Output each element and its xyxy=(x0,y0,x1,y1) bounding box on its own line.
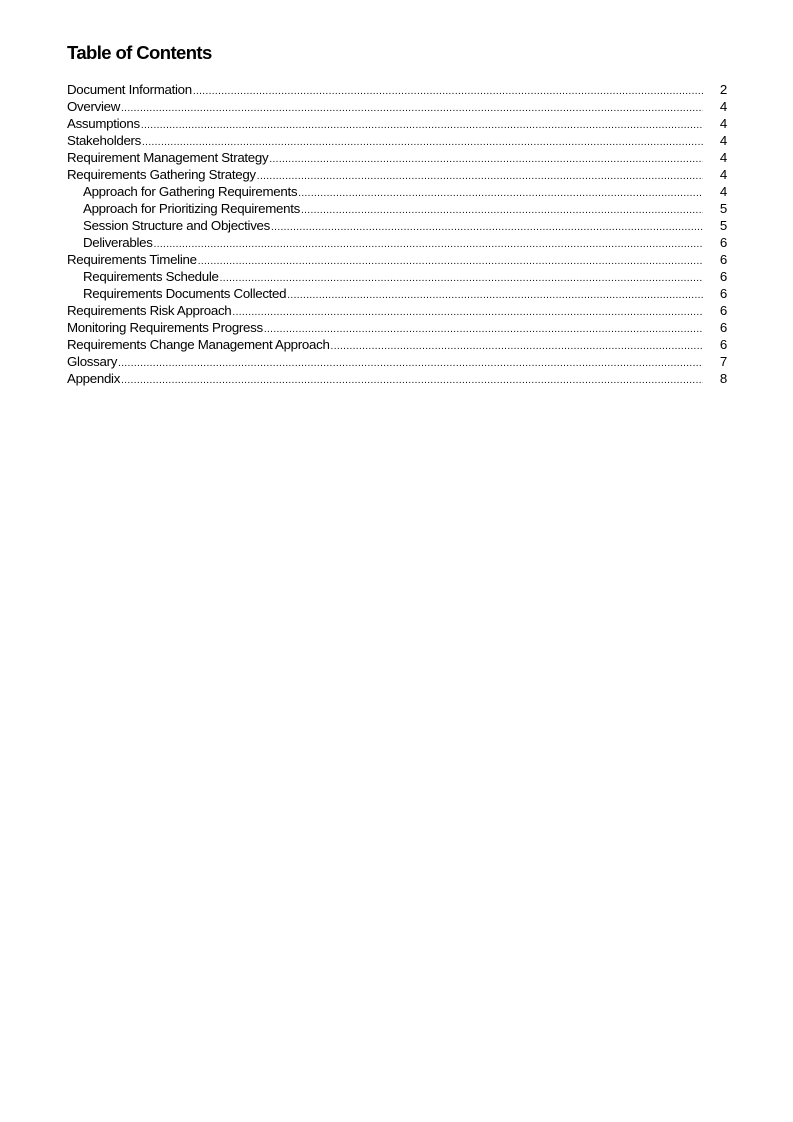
toc-entry[interactable] xyxy=(67,251,727,268)
toc-entry-label: Document Information xyxy=(67,82,192,97)
toc-entry-page: 6 xyxy=(719,320,727,335)
toc-entry[interactable] xyxy=(67,370,727,387)
toc-entry-page: 4 xyxy=(719,99,727,114)
toc-entry-page: 5 xyxy=(719,201,727,216)
toc-entry-label: Requirements Gathering Strategy xyxy=(67,167,256,182)
toc-entry-page: 6 xyxy=(719,337,727,352)
toc-entry-label: Deliverables xyxy=(83,235,153,250)
toc-entry[interactable] xyxy=(67,132,727,149)
toc-entry-page: 4 xyxy=(719,167,727,182)
toc-subentry[interactable] xyxy=(67,234,727,251)
toc-entry-label: Approach for Prioritizing Requirements xyxy=(83,201,300,216)
toc-entry-page: 8 xyxy=(719,371,727,386)
toc-entry[interactable] xyxy=(67,98,727,115)
toc-entry-page: 2 xyxy=(719,82,727,97)
toc-entry[interactable] xyxy=(67,115,727,132)
toc-entry-label: Requirements Change Management Approach xyxy=(67,337,330,352)
toc-entry-page: 7 xyxy=(719,354,727,369)
toc-entry[interactable] xyxy=(67,166,727,183)
toc-entry[interactable] xyxy=(67,353,727,370)
toc-subentry[interactable] xyxy=(67,183,727,200)
toc-subentry[interactable] xyxy=(67,268,727,285)
toc-entry-label: Appendix xyxy=(67,371,121,386)
toc-entry-label: Requirements Documents Collected xyxy=(83,286,287,301)
toc-entry[interactable] xyxy=(67,302,727,319)
toc-entry-label: Stakeholders xyxy=(67,133,142,148)
table-of-contents xyxy=(67,81,727,387)
toc-subentry[interactable] xyxy=(67,285,727,302)
toc-entry-label: Session Structure and Objectives xyxy=(83,218,270,233)
toc-entry-label: Requirements Timeline xyxy=(67,252,197,267)
toc-entry[interactable] xyxy=(67,149,727,166)
toc-entry-label: Approach for Gathering Requirements xyxy=(83,184,298,199)
dot-leader xyxy=(121,370,703,389)
toc-entry-page: 4 xyxy=(719,184,727,199)
toc-entry-page: 6 xyxy=(719,235,727,250)
toc-entry-label: Requirements Risk Approach xyxy=(67,303,232,318)
toc-entry-page: 6 xyxy=(719,269,727,284)
toc-entry-label: Overview xyxy=(67,99,121,114)
toc-entry[interactable] xyxy=(67,81,727,98)
toc-entry-label: Monitoring Requirements Progress xyxy=(67,320,263,335)
toc-entry-page: 4 xyxy=(719,150,727,165)
toc-title: Table of Contents xyxy=(67,42,212,63)
toc-subentry[interactable] xyxy=(67,217,727,234)
toc-entry-page: 6 xyxy=(719,252,727,267)
toc-entry-page: 4 xyxy=(719,116,727,131)
toc-entry-label: Glossary xyxy=(67,354,118,369)
toc-entry-page: 6 xyxy=(719,303,727,318)
toc-entry-label: Requirement Management Strategy xyxy=(67,150,269,165)
toc-subentry[interactable] xyxy=(67,200,727,217)
toc-entry-page: 4 xyxy=(719,133,727,148)
toc-entry-label: Assumptions xyxy=(67,116,140,131)
toc-entry-page: 6 xyxy=(719,286,727,301)
toc-entry[interactable] xyxy=(67,319,727,336)
toc-entry-label: Requirements Schedule xyxy=(83,269,219,284)
toc-entry[interactable] xyxy=(67,336,727,353)
toc-entry-page: 5 xyxy=(719,218,727,233)
